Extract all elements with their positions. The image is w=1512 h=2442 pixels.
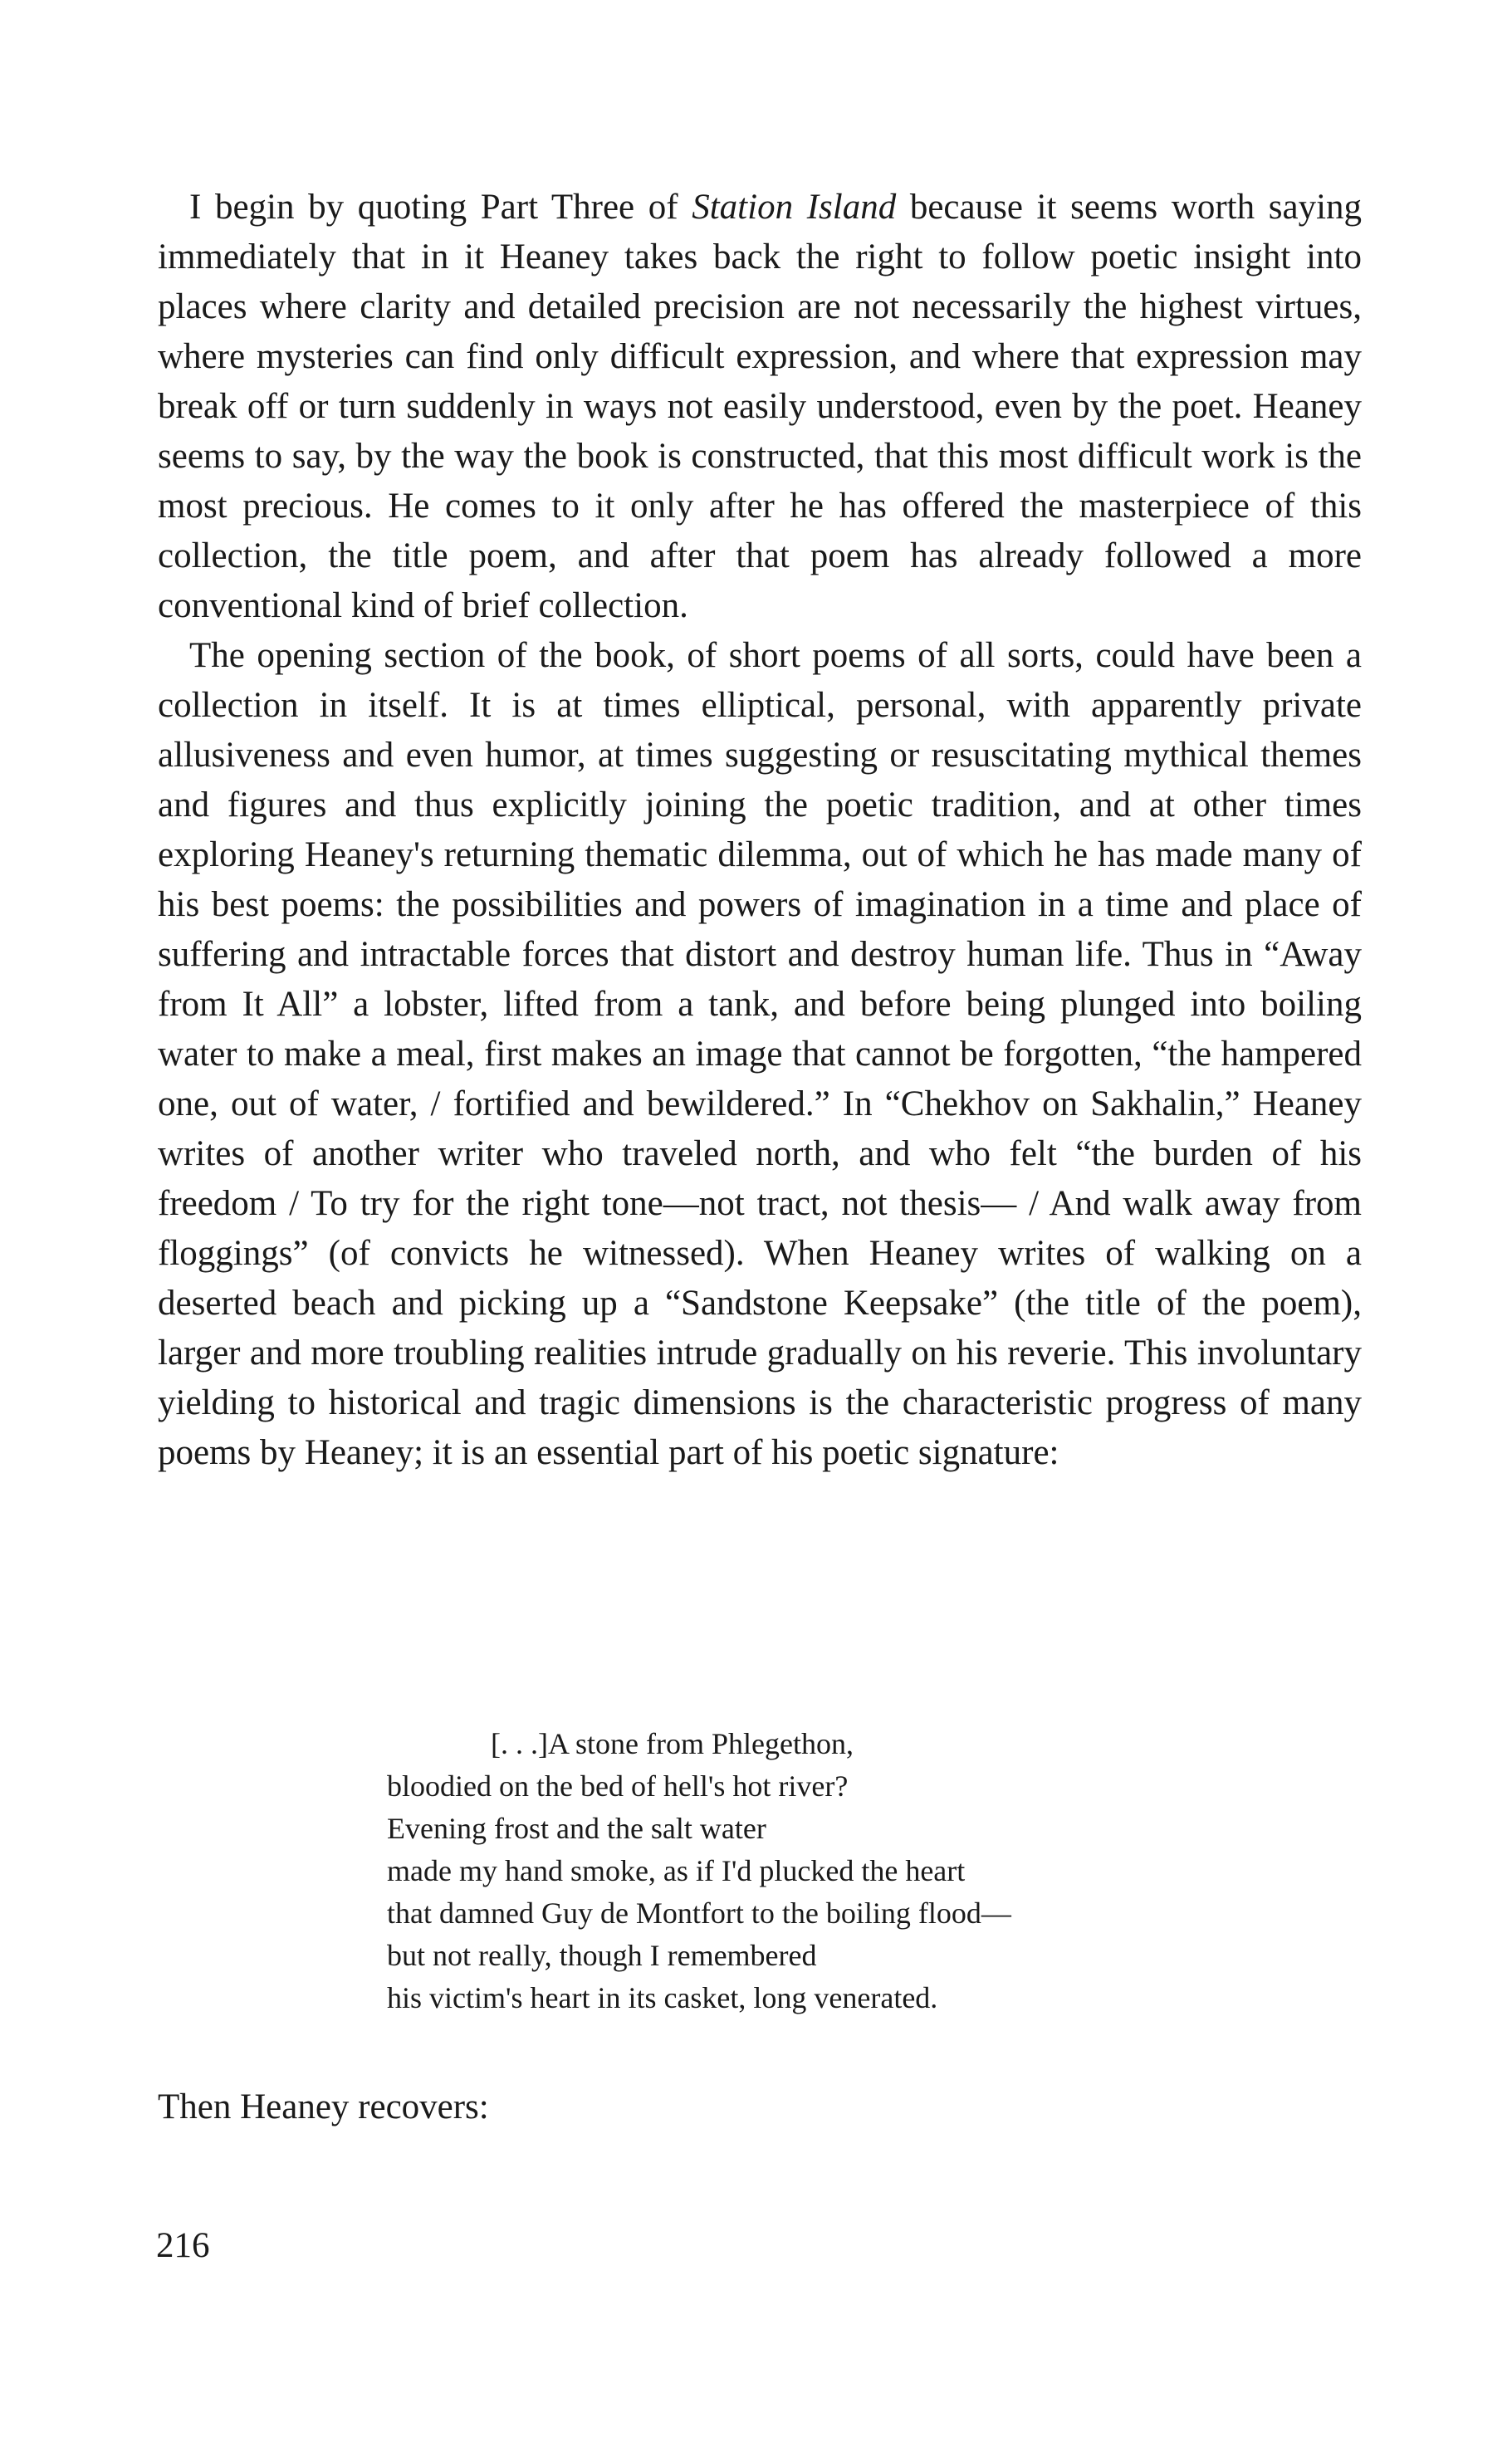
quote-line: Evening frost and the salt water	[387, 1812, 766, 1845]
paragraph-2: The opening section of the book, of short poems of all sorts, could have been a collection in itself. It is at times elliptical, personal, with apparently private allusiveness and even humor, at times suggesting or resuscitating mythical themes and figures and thus explicitly joining the poetic tradition, and at other times exploring Heaney's returning thematic dilemma, out of which he has made many of his best poems: the possibilities and powers of imagination in a time and place of suffering and intractable forces that distort and destroy human life. Thus in “Away from It All” a lobster, lifted from a tank, and before being plunged into boiling water to make a meal, first makes an image that cannot be forgotten, “the hampered one, out of water, / fortified and bewildered.” In “Chekhov on Sakhalin,” Heaney writes of another writer who traveled north, and who felt “the burden of his freedom / To try for the right tone—not tract, not thesis— / And walk away from floggings” (of convicts he witnessed). When Heaney writes of walking on a deserted beach and picking up a “Sandstone Keepsake” (the title of the poem), larger and more troubling realities intrude gradually on his reverie. This involuntary yielding to historical and tragic dimensions is the characteristic progress of many poems by Heaney; it is an essential part of his poetic signature:	[158, 636, 1362, 1472]
poem-quotation	[387, 1723, 1011, 2019]
paragraph-1-lead: I begin by quoting Part Three of	[189, 188, 692, 227]
quote-line: but not really, though I remembered	[387, 1939, 817, 1972]
book-title-station-island: Station Island	[692, 188, 897, 227]
after-quote-text: Then Heaney recovers:	[158, 2087, 489, 2126]
quote-line: his victim's heart in its casket, long venerated.	[387, 1981, 938, 2014]
quote-line: that damned Guy de Montfort to the boiling flood—	[387, 1896, 1011, 1930]
quote-line: made my hand smoke, as if I'd plucked the heart	[387, 1854, 966, 1887]
paragraph-1	[158, 183, 1362, 631]
quote-line: [. . .]A stone from Phlegethon,	[491, 1727, 854, 1760]
quote-line: bloodied on the bed of hell's hot river?	[387, 1769, 849, 1803]
page-number: 216	[156, 2226, 210, 2265]
paragraph-1-rest: because it seems worth saying immediately that in it Heaney takes back the right to follow poetic insight into places where clarity and detailed precision are not necessarily the highest virtues, where mysteries can find only difficult expression, and where that expression may break off or turn suddenly in ways not easily understood, even by the poet. Heaney seems to say, by the way the book is constructed, that this most difficult work is the most precious. He comes to it only after he has offered the masterpiece of this collection, the title poem, and after that poem has already followed a more conventional kind of brief collection.	[158, 188, 1363, 625]
body-text	[158, 183, 1362, 1478]
